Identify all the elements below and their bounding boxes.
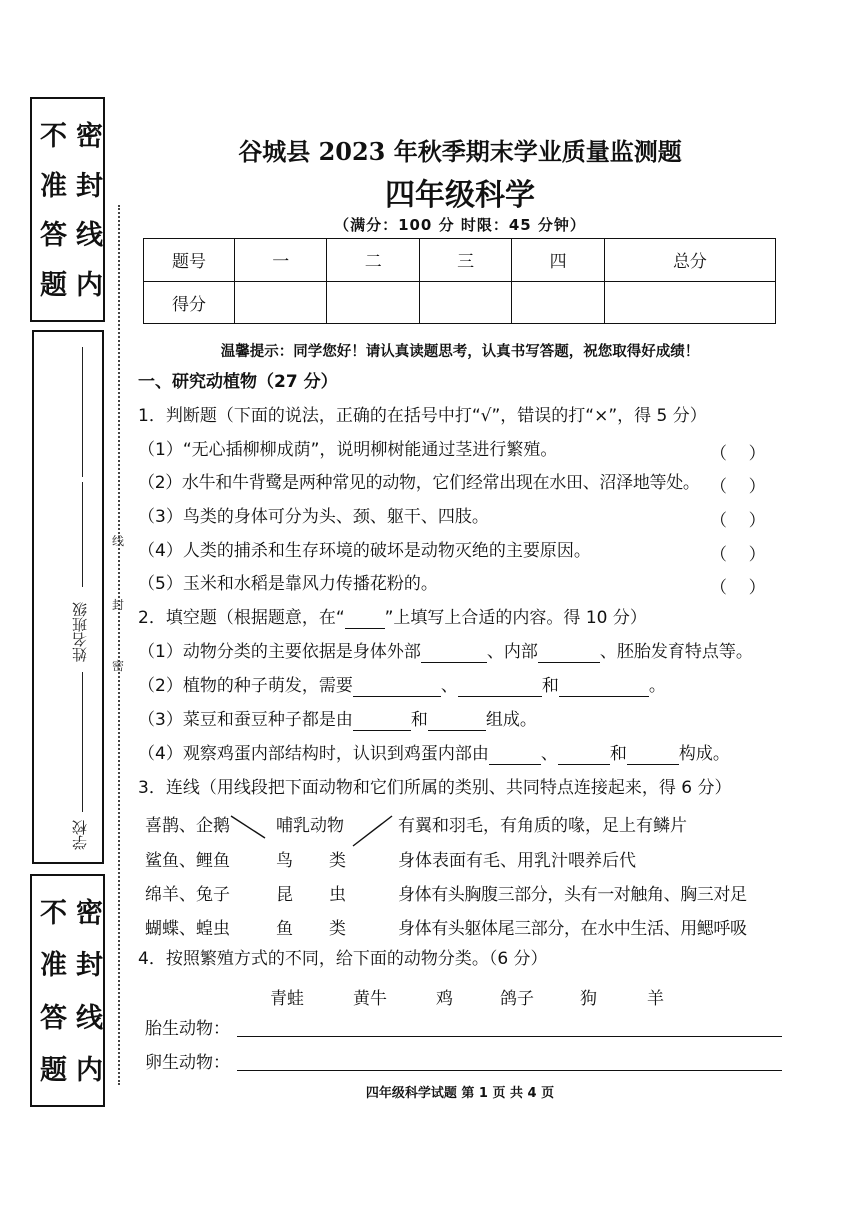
q1-item-1: （1）“无心插柳柳成荫”，说明柳树能通过茎进行繁殖。 (138, 440, 558, 460)
seal-char: 封 (76, 170, 103, 202)
name-label: 姓名 (71, 632, 89, 662)
answer-paren-5[interactable]: （ ） (710, 578, 766, 598)
q3-feature-2[interactable]: 身体表面有毛、用乳汁喂养后代 (398, 851, 636, 871)
viviparous-answer-line[interactable] (237, 1036, 782, 1037)
q4-animal-6: 羊 (647, 989, 664, 1009)
q2-title-part-1: 2．填空题（根据题意，在“ (138, 608, 345, 628)
q4-animal-4: 鸽子 (500, 989, 534, 1009)
header-cell: 三 (419, 239, 511, 282)
q4-oviparous-label: 卵生动物： (145, 1053, 230, 1073)
seal-char: 题 (40, 1054, 67, 1086)
seal-char: 线 (76, 1002, 103, 1034)
q2-item-2-text: （2）植物的种子萌发，需要 (138, 676, 353, 696)
q2-item-4-text: 构成。 (678, 744, 730, 764)
q2-item-2-text: 和 (541, 676, 559, 696)
header-cell: 题号 (144, 239, 235, 282)
q3-animal-2[interactable]: 鲨鱼、鲤鱼 (145, 851, 230, 871)
q2-item-4-text: （4）观察鸡蛋内部结构时，认识到鸡蛋内部由 (138, 744, 489, 764)
seal-char: 不 (40, 121, 67, 152)
header-cell: 一 (235, 239, 327, 282)
q1-item-2: （2）水牛和牛背鹭是两种常见的动物，它们经常出现在水田、沼泽地等处。 (138, 473, 700, 493)
school-label: 学校 (71, 820, 89, 850)
answer-paren-3[interactable]: （ ） (710, 511, 766, 531)
seal-char: 线 (76, 220, 103, 252)
header-cell: 二 (327, 239, 419, 282)
q2-item-1-text: 、内部 (486, 642, 538, 662)
q4-animal-1: 青蛙 (270, 989, 304, 1009)
q2-item-2-text: 。 (648, 676, 666, 696)
seal-char: 准 (40, 170, 67, 202)
seal-line-char-3: 密 (112, 659, 125, 673)
q2-item-1-text: 、胚胎发育特点等。 (599, 642, 753, 662)
q1-item-4: （4）人类的捕杀和生存环境的破坏是动物灭绝的主要原因。 (138, 541, 591, 561)
q2-item-2-text: 、 (440, 676, 458, 696)
seal-char: 题 (40, 269, 67, 301)
q3-title: 3．连线（用线段把下面动物和它们所属的类别、共同特点连接起来，得 6 分） (138, 778, 732, 798)
q4-animal-3: 鸡 (436, 989, 453, 1009)
seal-line-char-1: 线 (112, 534, 125, 548)
q2-item-1-text: （1）动物分类的主要依据是身体外部 (138, 642, 421, 662)
q2-item-3-text: 组成。 (485, 710, 537, 730)
q1-title: 1．判断题（下面的说法，正确的在括号中打“√”，错误的打“×”，得 5 分） (138, 406, 707, 426)
answer-paren-4[interactable]: （ ） (710, 545, 766, 565)
q2-title-part-2: ”上填写上合适的内容。得 10 分） (384, 608, 647, 628)
q3-animal-4[interactable]: 蝴蝶、蝗虫 (145, 919, 230, 939)
oviparous-answer-line[interactable] (237, 1070, 782, 1071)
page-footer: 四年级科学试题 第 1 页 共 4 页 (365, 1086, 555, 1101)
seal-char: 封 (76, 950, 103, 982)
seal-char: 准 (40, 950, 67, 982)
seal-char: 答 (40, 1002, 67, 1034)
q3-class-3-char: 虫 (329, 885, 346, 905)
q3-animal-3[interactable]: 绵羊、兔子 (145, 885, 230, 905)
q2-item-4-text: 和 (609, 744, 627, 764)
answer-paren-1[interactable]: （ ） (710, 444, 766, 464)
q3-feature-1[interactable]: 有翼和羽毛，有角质的喙，足上有鳞片 (398, 816, 687, 836)
q4-title: 4．按照繁殖方式的不同，给下面的动物分类。（6 分） (138, 949, 548, 969)
q4-viviparous-label: 胎生动物： (145, 1019, 230, 1039)
q3-class-4-char: 类 (329, 919, 346, 939)
q2-item-4-text: 、 (540, 744, 558, 764)
seal-char: 内 (76, 1054, 103, 1086)
exam-subject: 四年级科学 (385, 178, 535, 213)
answer-paren-2[interactable]: （ ） (710, 477, 766, 497)
q1-item-5: （5）玉米和水稻是靠风力传播花粉的。 (138, 574, 438, 594)
q2-item-3-text: （3）菜豆和蚕豆种子都是由 (138, 710, 353, 730)
connect-line (231, 816, 265, 838)
q4-animal-5: 狗 (580, 989, 597, 1009)
q3-class-2-char: 类 (329, 851, 346, 871)
seal-char: 不 (40, 898, 67, 929)
q3-class-4-char: 鱼 (276, 919, 293, 939)
q4-animal-2: 黄牛 (353, 989, 387, 1009)
exam-title: 谷城县 2023 年秋季期末学业质量监测题 (238, 137, 682, 166)
q1-item-3: （3）鸟类的身体可分为头、颈、躯干、四肢。 (138, 507, 489, 527)
header-cell: 总分 (604, 239, 775, 282)
seal-line-char-2: 封 (112, 598, 125, 612)
q3-feature-3[interactable]: 身体有头胸腹三部分，头有一对触角、胸三对足 (398, 885, 747, 905)
q3-feature-4[interactable]: 身体有头躯体尾三部分，在水中生活、用鳃呼吸 (398, 919, 747, 939)
header-cell: 四 (512, 239, 604, 282)
seal-char: 密 (76, 898, 103, 929)
q3-animal-1[interactable]: 喜鹊、企鹅 (145, 816, 230, 836)
class-label: 班级 (71, 602, 89, 632)
seal-char: 密 (76, 121, 103, 152)
exam-tip: 温馨提示：同学您好！请认真读题思考，认真书写答题，祝您取得好成绩！ (220, 343, 700, 360)
q2-item-3-text: 和 (410, 710, 428, 730)
q3-class-2-char: 鸟 (276, 851, 293, 871)
q3-class-1[interactable]: 哺乳动物 (276, 816, 344, 836)
seal-char: 答 (40, 220, 67, 252)
exam-subtitle: （满分：100 分 时限：45 分钟） (334, 216, 586, 234)
q3-class-3-char: 昆 (276, 885, 293, 905)
section-1-heading: 一、研究动植物（27 分） (138, 372, 338, 392)
seal-char: 内 (76, 269, 103, 301)
row-label-cell: 得分 (144, 281, 235, 324)
connect-line (353, 816, 392, 846)
